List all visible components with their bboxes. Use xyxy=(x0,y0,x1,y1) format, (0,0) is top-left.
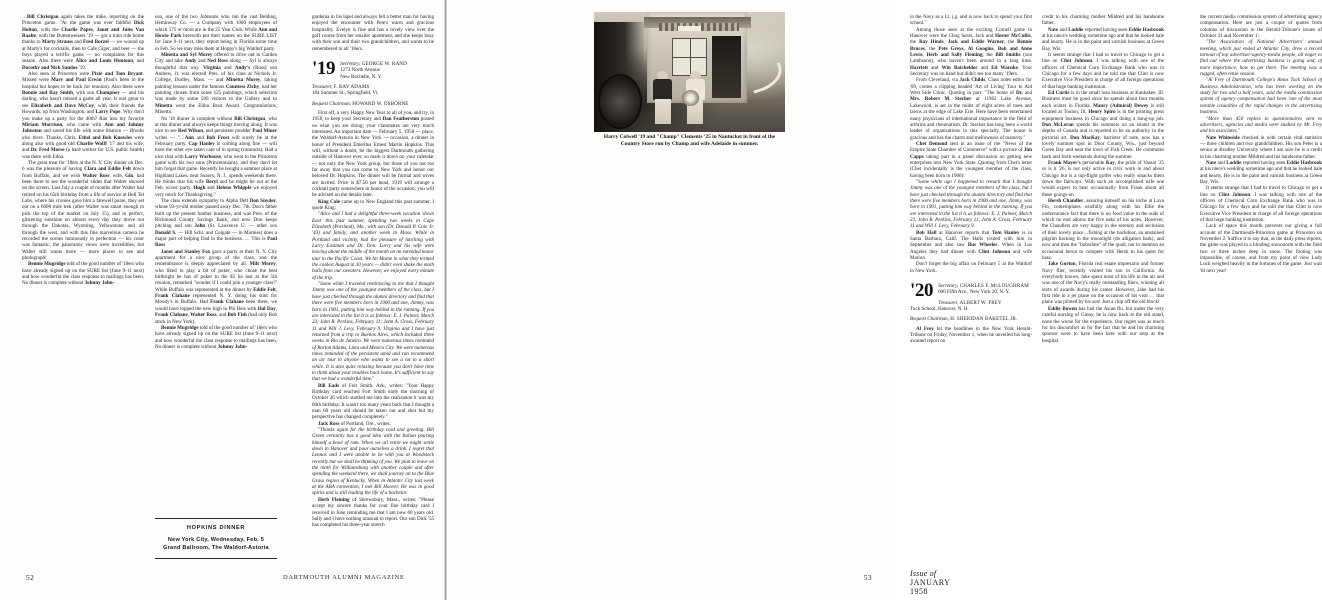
running-head-left: DARTMOUTH ALUMNI MAGAZINE xyxy=(283,574,405,581)
paragraph: Hersh Chandler, assuring himself on his niche at Lava Flo, contemplates wistfully along with his Ellie the undersurance fact that there is no food value in the suds of which no end adorns the five oaks of his acres. However, the Chandlers are very happy in the serenity and seclusion of their lovely place…fishing at the backdoor, an unstained pilgrim backing in the moonlight (do alligators bark), and now and then the "bobwhite" of the quail, not to mention an occasional heron to compete with Hersh in his quest for bass. xyxy=(1042,197,1164,262)
class-bequest-block xyxy=(312,101,434,107)
page-number-left: 52 xyxy=(26,573,35,582)
column-2 xyxy=(155,14,277,514)
paragraph: in the Navy as a Lt. j.g. and is now back to spend your first school." xyxy=(910,14,1032,27)
class-heading-20 xyxy=(910,281,1032,322)
paragraph: "Alice and I had a delightful three-week vacation 'down East' this past summer, spending two weeks in Cape Elizabeth (Portland), Me., with son (Dr. Donald P. Cole Jr. '43) and family, and another week in Mass. While in Portland and vicinity, had the pleasure of lunching with Larry Eastman and Dr. Don. Larry and his wife were leaving about the middle of the month on an extended motor tour to the Pacific Coast. We hit Maine in what they termed the coldest August in 30 years — didn't even shake the moth balls from our sweaters. However, we enjoyed every minute of the trip. xyxy=(312,211,434,281)
paragraph: Chet Demond sent in an issue of the "News of the Empire State Chamber of Commerce" with a picture of Jim Capps taking part in a panel discussion on getting new enterprises into New York State. Quoting from Chet's letter (Chet incidentally is the youngest member of the class, having been born in 1900): xyxy=(910,140,1032,179)
paragraph: Bennie Mugridge told of the good number of '18ers who have already signed up on the SURE list (June 9-11 next) and how wonderful the class response to mailings has been. No dinner is complete without Johnny John- xyxy=(155,324,277,350)
issue-line xyxy=(910,569,950,596)
class-bequest-block xyxy=(910,316,1032,322)
paragraph: "Al Frey of Dartmouth College's Amos Tuck School of Business Administration, who has been working on the study for two and a half years, said the media commission system of agency compensation had been 'one of the most notable casualties of the rapid changes in the advertising business.' xyxy=(1200,77,1322,116)
paragraph: Among those seen at the exciting Cornell game in Hanover were the Chug Sears, Jack and Hester McCullis, the Ray Hinds, Jack and Eddie Warner, the Bennie Bruces, the Pete Greys, Al Googins, Bob and Anne Lewis, Herb and Sally Fleming, the Bill Smiths (son Lambsonn), who haven't been around in a long time. Harriett and Win Batchelder and Ed Warnke. Your Secretary was on hand but didn't see too many '19ers. xyxy=(910,26,1033,78)
paragraph: Ed Curtis is in the small loan business at Kankakee, Ill. Business must be good since he spends about four months each winter in Florida. Maury (Admiral) Dewey is still located at Toulon, Ill. Henry Spiro is in the printing press equipment business in Chicago and doing a bang-up job. Don McLeran spends his summers on an island in the depths of Canada and is reported to be an authority in the pictorial art. Don MacKay, barrister of note, now has a lovely summer spot in Door County, Wis., just beyond Green Bay and near the town of Fish Creek. He commutes back and forth weekends during the summer. xyxy=(1042,90,1165,160)
secretary-name: CHARLES F. McLOUGHRAM xyxy=(959,283,1029,290)
paragraph: First off, a very Happy New Year to all of you, and try, in 1958, to keep your Secretary and Dan Featherston posted on what you are doing; your classmates are very much interested. An important date — February 5, 1958 — place, the Waldorf-Astoria in New York — occasion, a dinner in honor of President Emeritus Ernest Martin Hopkins. This will, without a doubt, be the biggest Dartmouth gathering outside of Hanover ever, so mark it down on your calendar — not only the New York group, but those of you not too far away that you can come to New York and honor our beloved Dr. Hopkins. The dinner will be formal and wives are invited. Price is $7.50 per head, 1919 will arrange a cocktail party somewhere in honor of the occasion; you will be advised on the details later. xyxy=(312,109,434,199)
paragraph: Bob Hall at Hanover reports that Tom Hanley is in Santa Barbara, Calif. The Halls visited with him in September and also saw Bus Wheeler. When in Los Angeles they had dinner with Clint Johnson and wife Marion. xyxy=(910,229,1032,262)
photo-store-sign xyxy=(678,26,701,31)
treasurer-name: F. RAY ADAMS xyxy=(333,83,370,90)
paragraph: Bill Eads of Fort Smith, Ark., writes: "Your Happy Birthday card reached Fort Smith early the morning of October 26 which startled me into the realization it was my 60th birthday. It wasn't too many years back that I thought a man 60 years old should be taken out and shot but my perspective has changed completely." xyxy=(312,382,434,421)
paragraph: Jake Gorton, Florida real estate impresario and former Navy flier, recently visited his son in California. As everybody knows, Jake spent most of his life in the air and was one of the Navy's really outstanding fliers, winning all sorts of awards during his career. However, Jake had his first ride in a jet plane on the occasion of his visit … that plane was piloted by his son! Just a chip off the old block! xyxy=(1042,261,1164,306)
left-page xyxy=(0,0,446,600)
paragraph: the current media commission system of advertising agency compensation. Here are just a couple of quotes from columns of discussion in the Herald-Tribune's issues of October 31 and November 1: xyxy=(1200,14,1322,40)
paragraph: Also seen at Princeton were Pixie and Tom Bryant. Missed were Mary and Paul Erwin (Paul's been in the hospital but hopes to be back for reunion). Also there were Bonnie and Ray Smith, with son Champney — and his darling, who hasn't missed a game all year. It was great to see Elizabeth and Dave McCoy, with their friends the Howards, up from Washington, and Larry Pope. Why don't you make up a party for the 40th? Ran into my favorite Miriam Morrison, who came with Ann and Johnny Johnston and saved his life with some libation — Brooks also there. Thanks, Chris. Ethel and Bob Knowles were along also with good old Charlie Wolff '17 and his wife, and Dr. Fred Morse (a hard worker for U.S. public health) was there with Edna. xyxy=(22,71,145,160)
paragraph: Al Frey hit the headlines in the New York Herald-Tribune on Friday, November 1, when he unveiled his long-awaited report on xyxy=(910,325,1033,345)
bequest-label: Bequest Chairman, xyxy=(312,100,351,107)
paragraph: credit to his charming mother Mildred and his handsome father. xyxy=(1042,14,1164,27)
paragraph: "Thanks again for the birthday card and greeting. Bill Green certainly has a good idea with the Italian pouring himself a bowl of rum. When we all retire we might settle down in Hanover and pour ourselves a drink. I regret that Lennox and I were unable to be with you at Woodstock recently but we shall be thinking of you. We plan to leave on the ninth for Williamsburg with another couple and after spending the weekend there, we shall journey on to the Blue Grass region of Kentucky. When in Atlantic City last week at the ABA convention, I met Bill Hoover. He was in good spirits and is still leading the life of a bachelor. xyxy=(312,427,434,497)
paragraph: Nate and Laddie reported having seen Eddie Hasbrook at his niece's wedding sometime ago and that he looked hale and hearty. He is in the paint and varnish business at Green Bay, Wis. xyxy=(1200,159,1322,185)
paragraph: "The Association of National Advertisers' annual meeting, which just ended at Atlantic City, drew a record turnout of top advertiser-agency-media people, all eager to find out where the advertising business is going and, of more importance, how to get there. The meeting was a rugged, often tense session. xyxy=(1200,39,1322,78)
column-3 xyxy=(312,14,434,559)
paragraph: No '18 dinner is complete without Bill Christgau, who at this dinner and always keeps things moving along. It was nice to see Red Wilson, and persistent prodder Paul Miner writes — "…Ann and Bob Frost will surely be at the February party. Cap Hanley is coming along fine — will have the other eye taken care of in spring (cataracts). Had a nice chat with Larry Warhouse, who went to the Princeton game with his two sons (Princetonians), and they don't let him forget that game. Recently he bought a summer place at Highland Lakes, near Sussex, N. J., spends weekends there. He thinks that his wife Beryl and he might be out at the Feb. wives' party. Hugh and Helene Whipple we enjoyed very much for Thanksgiving." xyxy=(155,115,278,198)
column-1 xyxy=(22,14,144,554)
secretary-label: Secretary, xyxy=(340,61,361,68)
secretary-name: GEORGE W. RAND xyxy=(361,61,407,68)
bequest-name: H. SHERIDAN BAKETEL JR. xyxy=(950,316,1018,323)
class-treasurer-block xyxy=(910,300,1032,313)
treasurer-label: Treasurer, xyxy=(938,299,959,306)
paragraph: Lack of space this month prevents our giving a full account of the Dartmouth-Princeton game at Princeton on November 2. Suffice it to say that, as the daily press reports, the game was played in a blinding snowstorm with the field two or three inches deep in snow. The footing was impossible, of course, and from my point of view Lady Luck weighed heavily in the fortunes of the game. Just wait 'til next year! xyxy=(1200,223,1322,274)
paragraph: Jack Ross of Portland, Ore., writes: xyxy=(318,420,391,427)
bequest-label: Bequest Chairman, xyxy=(910,316,949,323)
paragraph: From Cleveland, via Jack Childs, Class notes editor for '09, comes a clipping headed 'Art of Living' Tour to Aid West Side Clinic. Quoting in part: "The home of Dr. and Mrs. Robert M. Stecher at 11962 Lake Avenue, Lakewood, is set in the midst of eight acres of trees and lawns at the edge of Lake Erie. Here have been entertained many physicians of international importance in the field of arthritis and rheumatism. Dr. Stecher has long been a world leader of organizations in this specialty. The house is gracious and has the charm and mellowness of maturity." xyxy=(910,77,1032,141)
secretary-address-2: New Rochelle, N. Y. xyxy=(340,73,382,80)
photo-image xyxy=(594,12,785,132)
paragraph: The great treat for '18ers at the N. Y. City dinner on Dec. 6 was the pleasure of having Clara and Eddie Felt down from Buffalo, and we wish Walter Ross' wife, Gin, had been there to see the wonderful slides that Walter showed on the screen. Last July a couple of months after Walter had retired on his 65th birthday from a life of service at Bell Tel Labs, where his cronies gave him a farewell purse, they set out on a 6000 mile trek (after Walter was smart enough to pick the top of the market on July 15), and in perfect, glistening sunshine on almost every day they drove out through the Dakotas, Wyoming, Yellowstone and all through the west, and with this fine marvelous camera he recorded the scenes luminously to perfection — his color was fantastic, the panoramic views were incredibles, but Walter still wants more — more places to see and photograph! xyxy=(22,159,144,262)
paragraph: Don't forget the big affair on February 5 at the Waldorf in New York. xyxy=(910,261,1032,274)
paragraph: "Some while I traveled reminiscing to me that I thought Jimmy was one of the youngest members of the class, but I have just checked through the alumni directory and find that there were five members born in 1900 and one, Jimmy, was born in 1901, putting him way behind in the running. If you are interested in the list it is as follows: E. J. Palmer, March 23; John R. Perkins, February 11; John A. Gross, February 11 and Will J. Levy, February 9. Virginia and I have just returned from a trip to Buenos Aires, which included three weeks in Rio de Janeiro. We were numerous times reminded of Burton Adams, Lima and Mexico City. We were numerous times reminded of the persistent amid and ran recommend an air tour to anyone who wants to see a lot in a short while. It is also quite relaxing because you don't have time to think about your troubles back home. It's sufficient to say that we had a wonderful time." xyxy=(312,281,434,383)
paragraph: Nate and Laddie reported having seen Eddie Hasbrook at his niece's wedding sometime ago and that he looked hale and hearty. He is in the paint and varnish business at Green Bay, Wis. xyxy=(1042,26,1164,52)
secretary-address-1: 1273 North Avenue xyxy=(340,67,380,74)
paragraph: Nate Whiteside checked in with certain vital statistics — three children and two grandchildren. His son Peter is a senior at Bradley University where I am sure he is a credit to his charming mother Mildred and his handsome father. xyxy=(1200,134,1322,160)
treasurer-address: Tuck School, Hanover, N. H. xyxy=(910,305,969,312)
paragraph: Herb Fleming of Shrewsbury, Mass., writes: "Please accept my sincere thanks for your fine birthday card I received in June reminding me that I am now 60 years old. Sally and I have nothing unusual to report. Our son Dick '55 has completed his three-year stretch xyxy=(312,496,434,529)
secretary-label: Secretary, xyxy=(938,283,959,290)
photo-horn xyxy=(747,63,786,94)
paragraph: It seems strange that I had to travel to Chicago to get a line on Clint Johnson. I was talking with one of the officers of Chemical Corn Exchange Bank who was in Chicago for a few days and he told me that Clint is now Executive Vice President in charge of all foreign operations of that huge banking institution. xyxy=(1200,185,1322,223)
photo-wagon-wheel xyxy=(598,74,642,128)
photo-person-left-torso xyxy=(653,79,672,100)
column-5 xyxy=(1042,14,1164,559)
paragraph: "More than 450 replies to questionnaires sent to advertisers, agencies and media were studied by Mr. Frey and his associates." xyxy=(1200,115,1322,135)
ad-line-1: New York City, Wednesday, Feb. 5 xyxy=(167,536,265,543)
ad-line-2: Grand Ballroom, The Waldorf-Astoria xyxy=(163,544,269,551)
treasurer-label: Treasurer, xyxy=(312,83,333,90)
photo-basket xyxy=(682,90,699,106)
paragraph: The class extends sympathy to Alpha Delt Don Snyder, whose 93-yr-old mother passed away Dec. 7th. Don's father built up the present lumber business, and was Pres. of the Richmond County Savings Bank, and now Don keeps pitching and son John (St. Lawrence U. — other son Donald S. — Hill Schl. and Colgate — in Marines) does a major part of helping Dad in the business. … This is Paul Ross xyxy=(155,197,277,249)
ad-title: HOPKINS DINNER xyxy=(186,525,246,531)
class-year-label: '19 xyxy=(312,58,336,80)
paragraph: Janet and Stanley Fox gave a party at their N. Y. City apartment for a nice group of the class, and the remembrance is deeply appreciated by all. Milt Morey, who liked to play a bit of poker, who chose the best birthright he has of poker to the $5 he lost at the 5th reunion, remarked "wonder if I could join a younger class!" While Buffalo was represented at the dinner by Eddie Felt, Frank Clahane represented N. Y. doing his stint for Moody's in Buffalo. Had Frank Clahane been there, we would have topped the new high in Phi Beis with Hal Day, Frank Clahane, Walter Ross, and Bob Fish (had only Bob stock in New York). xyxy=(155,248,278,325)
class-heading-19 xyxy=(312,59,434,107)
treasurer-address: 184 Summer St., Springfield, Vt. xyxy=(312,90,379,97)
country-store-photo xyxy=(594,12,785,132)
issue-prefix: Issue xyxy=(910,569,928,578)
class-treasurer-block xyxy=(312,84,434,97)
paragraph: son, one of the two Johnsons who run the vast Belding, Heminway Co. — a Company with 1000 employees of which 175 or more are in the 25 Year Club. While Ann and Howie Park herewith put their names on the SURE LIST for June 9-11 next, they report being in Florida some time in Feb. So we may miss them at Hoppy's big Waldorf party. xyxy=(155,14,277,52)
photo-doorway xyxy=(712,36,741,98)
class-year-label: '20 xyxy=(910,280,934,302)
secretary-address-1: 600 Fifth Ave., New York 20, N. Y. xyxy=(938,289,1010,296)
paragraph: King Cole came up to New England this past summer. I quote King: xyxy=(312,198,435,211)
photo-caption: Harry Colwell '19 and "Champ" Clements '25 in Nantucket in front of the Country Store run by Champ and wife Adelaide in summer. xyxy=(603,134,776,148)
paragraph: It seems strange that I had to travel to Chicago to get a line on Clint Johnson. I was talking with one of the officers of Chemical Corn Exchange Bank who was in Chicago for a few days and he told me that Clint is now Executive Vice President in charge of all foreign operations of that huge banking institution. xyxy=(1042,52,1164,90)
paragraph: Minetta and Syl Morey offered to drive out to Garden City and take Andy and Ned Ross along — Syl is always thoughtful that way. Virginia and Andy's (Ross) son Andrew, Jr. was elected Pres. of his class at Nichols Jr. College, Dudley, Mass. — and Minetta Morey, taking painting lessons under the famous Countess Zichy, had her painting chosen from some 125 paintings, which selection was made by some 500 visitors to the Gallery and to Minetta went the Elihu Root Award. Congratulations, Minetta. xyxy=(155,52,278,116)
paragraph: gardenia in his lapel and always felt a better man for having enjoyed the encounter with Pete's warm and gracious hospitality. Evelyn is fine and has a lovely view over the golf course from her smaller apartment, and she keeps busy with their son and their two grandchildren, and wants to be remembered to all '18ers. xyxy=(312,14,434,52)
treasurer-name: ALBERT W. FREY xyxy=(959,299,1002,306)
bequest-name: HOWARD W. OSBORNE xyxy=(352,100,409,107)
column-6 xyxy=(1200,14,1322,559)
photo-person-left-legs xyxy=(655,99,671,123)
photo-person-left xyxy=(651,71,674,124)
issue-of: of xyxy=(929,569,937,578)
paragraph: Eddie Bowen has had the Asian flu, but under the very careful nursing of Ginny, he is now back at the old stand, none the worse for the experience. Our regret was as much for his discomfort as for the fact that he and his charming sponsor were to have been here with our stop at the hospital. xyxy=(1042,305,1164,344)
paragraph: Bennie Mugridge told of the good number of '18ers who have already signed up on the SURE list (June 9-11 next) and how wonderful the class response to mailings has been. No dinner is complete without Johnny John- xyxy=(22,261,144,287)
paragraph: …Bill Christgau again takes the mike, reporting on the Princeton game. "At the game was ever faithful Dick Holton, with the Charlie Popes, Janet and Jules Van Raalte, with the Buttenweisers '19 — got a train ride home thanks to Marty Strauss and Fred Borzel — we wound up at Marty's for cocktails, then to Cafe Giger, and beer — the boys played a terrific game — no complaints for this season. Also there were Alice and Louis Huntoon, and Dorothy and Nick Sandoe '19. xyxy=(22,14,145,71)
issue-month-year: JANUARY 1958 xyxy=(910,578,951,596)
paragraph: Frank Mayer's personable Kay, the pride of Vassar '25 or is it '26, is not only active in civic work in and about Chicago but is a top-flight golfer who really smacks them down the fairways. With such an accomplished wife one would expect to hear occasionally from Frank about all these goings-on. xyxy=(1042,159,1164,198)
hopkins-dinner-ad xyxy=(155,518,277,559)
page-number-right: 53 xyxy=(863,573,872,582)
column-4 xyxy=(910,14,1032,559)
paragraph: "Some while ago I happened to remark that I thought Jimmy was one of the youngest members of the class, but I have just checked through the alumni directory and find that there were five members born in 1900 and one, Jimmy, was born in 1901, putting him way behind in the running. If you are interested in the list it is as follows: E. J. Palmer, March 23; John R. Perkins, February 11; John A. Gross, February 11 and Will J. Levy, February 9. xyxy=(910,178,1032,230)
